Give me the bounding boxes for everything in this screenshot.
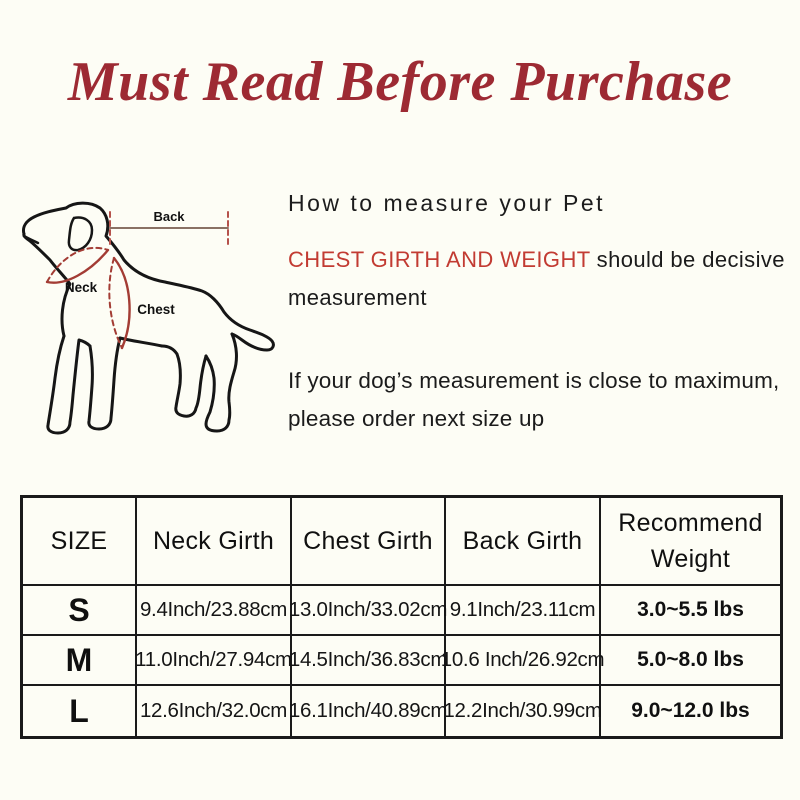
table-row-s-neck [137, 586, 292, 636]
weight-value: 5.0~8.0 lbs [637, 648, 744, 671]
table-row-m-back [440, 636, 605, 686]
chest-girth-value: 14.5Inch/36.83cm [288, 648, 448, 671]
neck-girth-value: 11.0Inch/27.94cm [135, 648, 292, 671]
table-row-s-size [23, 586, 137, 636]
neck-girth-value: 12.6Inch/32.0cm [139, 699, 288, 722]
table-row-l-chest [288, 686, 448, 736]
header-label: Neck Girth [152, 526, 275, 555]
table-row-l-size [23, 686, 137, 736]
weight-value: 9.0~12.0 lbs [631, 699, 750, 722]
emphasis-black-text: should be decisive [590, 247, 785, 272]
emphasis-line [288, 247, 785, 273]
back-girth-value: 10.6 Inch/26.92cm [440, 648, 605, 671]
emphasis-line2: measurement [288, 285, 427, 310]
dog-outline-drawing [23, 203, 273, 433]
header-cell-neck-girth [137, 498, 292, 586]
weight-value: 3.0~5.5 lbs [637, 598, 744, 621]
howto-heading: How to measure your Pet [288, 190, 606, 216]
header-cell-recommend-weight [601, 498, 780, 586]
page-title: Must Read Before Purchase [67, 51, 733, 113]
neck-girth-value: 9.4Inch/23.88cm [139, 598, 288, 621]
chest-girth-dashed-arc [109, 258, 122, 348]
dog-measurement-diagram [10, 180, 280, 470]
size-value: M [65, 641, 93, 678]
table-row-l-neck [137, 686, 292, 736]
table-row-m-size [23, 636, 137, 686]
header-label: SIZE [50, 526, 108, 555]
size-value: S [68, 591, 90, 628]
header-cell-size [23, 498, 137, 586]
header-label: Recommend Weight [618, 508, 763, 573]
chest-girth-value: 13.0Inch/33.02cm [288, 598, 448, 621]
chest-girth-value: 16.1Inch/40.89cm [288, 699, 448, 722]
header-cell-back-girth [446, 498, 601, 586]
table-row-m-neck [137, 636, 292, 686]
table-row-m-chest [288, 636, 448, 686]
table-row-l-weight [601, 686, 780, 736]
table-row-s-back [446, 586, 601, 636]
neck-measure-label: Neck [64, 280, 98, 295]
header-cell-chest-girth [292, 498, 446, 586]
header-label: Chest Girth [303, 526, 433, 555]
sizing-note-line2: please order next size up [288, 406, 545, 431]
size-value: L [69, 692, 89, 729]
size-chart-table [20, 495, 783, 739]
emphasis-red-text: CHEST GIRTH AND WEIGHT [288, 247, 591, 272]
chest-measure-label: Chest [137, 302, 175, 317]
sizing-note-line1: If your dog’s measurement is close to maximum, [288, 368, 780, 393]
header-label: Back Girth [462, 526, 583, 555]
table-row-l-back [443, 686, 602, 736]
back-girth-value: 9.1Inch/23.11cm [449, 598, 596, 621]
back-girth-value: 12.2Inch/30.99cm [443, 699, 602, 722]
table-row-m-weight [601, 636, 780, 686]
back-measure-label: Back [153, 209, 185, 224]
table-row-s-weight [601, 586, 780, 636]
dog-diagram-svg [10, 180, 280, 470]
table-row-s-chest [288, 586, 448, 636]
